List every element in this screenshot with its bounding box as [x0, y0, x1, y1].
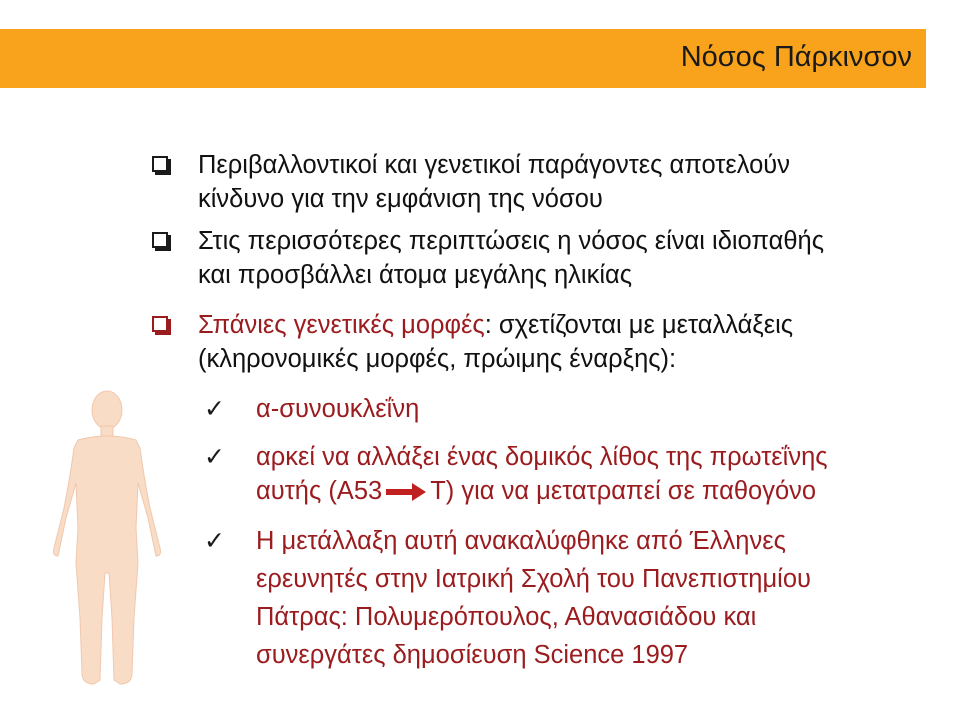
check-1-line-1: α-συνουκλεΐνη	[256, 395, 420, 423]
check-3-line-4: συνεργάτες δημοσίευση Science 1997	[256, 641, 689, 669]
check-3-line-2: ερευνητές στην Ιατρική Σχολή του Πανεπιστημίου	[256, 565, 811, 593]
check-3-line-1: Η μετάλλαξη αυτή ανακαλύφθηκε από Έλληνες	[256, 527, 786, 555]
check-2-line-2	[256, 474, 816, 508]
check-2-line-1: αρκεί να αλλάξει ένας δομικός λίθος της πρωτεΐνης	[256, 443, 828, 471]
highlight-text: Σπάνιες γενετικές μορφές	[198, 311, 485, 339]
checkbox-icon	[152, 316, 168, 332]
check-3-line-3: Πάτρας: Πολυμερόπουλος, Αθανασιάδου και	[256, 603, 757, 631]
bullet-3-line-1	[198, 308, 793, 342]
bullet-3-rest: : σχετίζονται με μεταλλάξεις	[484, 311, 794, 339]
check-mark-icon: ✓	[204, 395, 225, 423]
check-2-line-2-pre: αυτής (A53	[256, 477, 383, 505]
checkbox-icon	[152, 232, 168, 248]
arrow-right-icon	[386, 483, 426, 501]
human-figure-icon	[48, 388, 166, 688]
check-2-line-2-post: T) για να μετατραπεί σε παθογόνο	[430, 477, 817, 505]
bullet-3-line-2: (κληρονομικές μορφές, πρώιμης έναρξης):	[198, 345, 677, 373]
slide-title: Νόσος Πάρκινσον	[680, 41, 912, 73]
bullet-1-line-1: Περιβαλλοντικοί και γενετικοί παράγοντες αποτελούν	[198, 151, 790, 179]
checkbox-icon	[152, 156, 168, 172]
title-bar	[0, 29, 926, 88]
bullet-2-line-2: και προσβάλλει άτομα μεγάλης ηλικίας	[198, 261, 633, 289]
check-mark-icon: ✓	[204, 527, 225, 555]
bullet-2-line-1: Στις περισσότερες περιπτώσεις η νόσος είναι ιδιοπαθής	[198, 227, 825, 255]
bullet-1-line-2: κίνδυνο για την εμφάνιση της νόσου	[198, 185, 603, 213]
check-mark-icon: ✓	[204, 443, 225, 471]
